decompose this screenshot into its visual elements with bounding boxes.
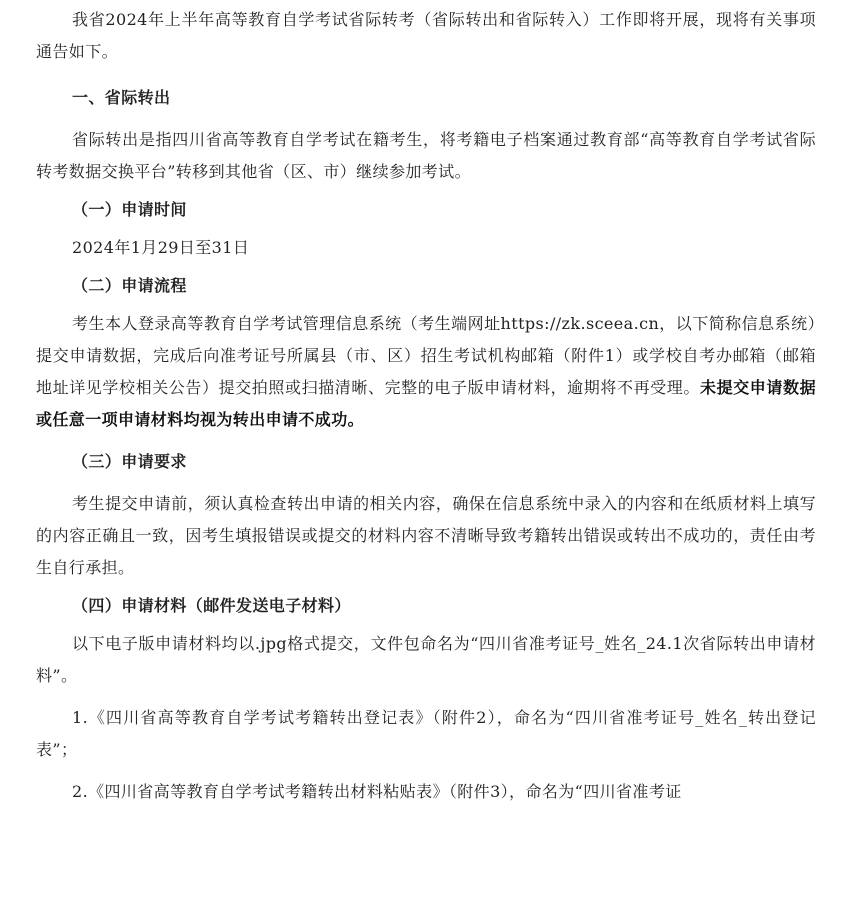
application-materials-text: 以下电子版申请材料均以.jpg格式提交，文件包命名为“四川省准考证号_姓名_24.1次省际转出申请材料”。: [36, 634, 816, 685]
application-requirements-text: 考生提交申请前，须认真检查转出申请的相关内容，确保在信息系统中录入的内容和在纸质材料上填写的内容正确且一致，因考生填报错误或提交的材料内容不清晰导致考籍转出错误或转出不成功的，责任由考生自行承担。: [36, 494, 816, 577]
section-heading-transfer-out: 一、省际转出: [72, 88, 171, 107]
transfer-out-description: 省际转出是指四川省高等教育自学考试在籍考生，将考籍电子档案通过教育部“高等教育自学考试省际转考数据交换平台”转移到其他省（区、市）继续参加考试。: [36, 130, 816, 181]
subheading-application-requirements: （三）申请要求: [72, 452, 187, 471]
materials-list-item: 1.《四川省高等教育自学考试考籍转出登记表》（附件2），命名为“四川省准考证号_姓名_转出登记表”；: [36, 708, 816, 759]
application-process-body: 考生本人登录高等教育自学考试管理信息系统（考生端网址https://zk.sceea.cn，以下简称信息系统）提交申请数据，完成后向准考证号所属县（市、区）招生考试机构邮箱（附件1）或学校自考办邮箱（邮箱地址详见学校相关公告）提交拍照或扫描清晰、完整的电子版申请材料，逾期将不再受理。: [36, 314, 816, 397]
subheading-application-materials: （四）申请材料（邮件发送电子材料）: [72, 596, 351, 615]
application-time-text: 2024年1月29日至31日: [72, 238, 250, 257]
subheading-application-process: （二）申请流程: [72, 276, 187, 295]
materials-list-item: 2.《四川省高等教育自学考试考籍转出材料粘贴表》（附件3），命名为“四川省准考证: [72, 782, 682, 801]
document-body: [36, 0, 816, 808]
application-process-text: [36, 308, 816, 436]
intro-paragraph: 我省2024年上半年高等教育自学考试省际转考（省际转出和省际转入）工作即将开展，现将有关事项通告如下。: [36, 10, 816, 61]
application-process-emphasis: 未提交申请数据或任意一项申请材料均视为转出申请不成功。: [36, 378, 816, 429]
subheading-application-time: （一）申请时间: [72, 200, 187, 219]
